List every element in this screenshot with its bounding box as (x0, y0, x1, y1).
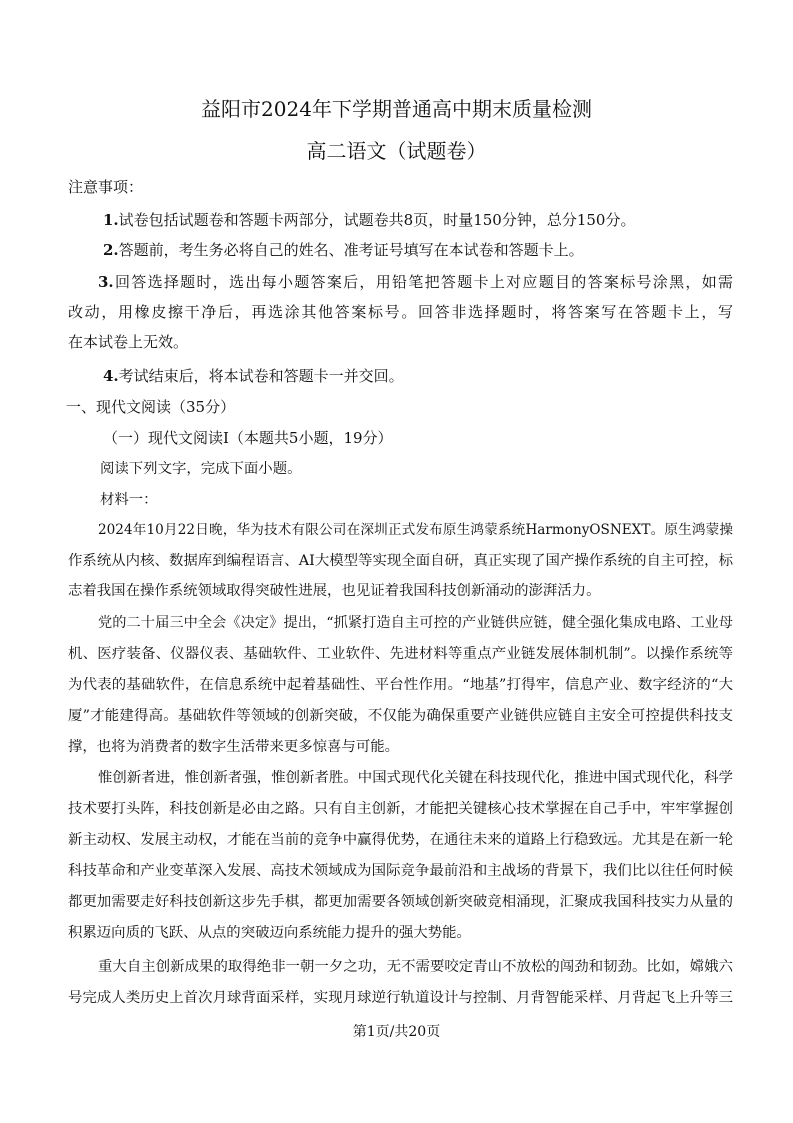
notice-heading: 注意事项： (68, 178, 144, 196)
page-number: 第1页/共20页 (352, 1024, 441, 1040)
paragraph-line: 号完成人类历史上首次月球背面采样，实现月球逆行轨道设计与控制、月背智能采样、月背起飞上升等三 (68, 990, 733, 1006)
notice-item-text: 回答选择题时，选出每小题答案后，用铅笔把答题卡上对应题目的答案标号涂黑，如需 (113, 273, 733, 291)
paragraph-line: 积累迈向质的飞跃、从点的突破迈向系统能力提升的强大势能。 (68, 925, 471, 941)
notice-item-number: 4. (103, 367, 119, 385)
material-label: 材料一： (100, 492, 158, 508)
notice-item-text: 改动，用橡皮擦干净后，再选涂其他答案标号。回答非选择题时，将答案写在答题卡上，写 (68, 303, 733, 321)
notice-item-4 (103, 366, 404, 386)
page-subtitle: 高二语文（试题卷） (306, 139, 487, 163)
paragraph-line: 党的二十届三中全会《决定》提出，“抓紧打造自主可控的产业链供应链，健全强化集成电路、工业母 (98, 615, 733, 631)
notice-item-3 (98, 272, 733, 292)
paragraph-line: 重大自主创新成果的取得绝非一朝一夕之功，无不需要咬定青山不放松的闯劲和韧劲。比如，嫦娥六 (98, 959, 733, 975)
notice-item-text: 试卷包括试题卷和答题卡两部分，试题卷共8页，时量150分钟，总分150分。 (118, 211, 636, 229)
paragraph-line: 作系统从内核、数据库到编程语言、AI大模型等实现全面自研，真正实现了国产操作系统的自主可控，标 (68, 553, 733, 569)
section-heading: 一、现代文阅读（35分） (66, 398, 236, 416)
notice-item-1 (103, 210, 635, 230)
page-title: 益阳市2024年下学期普通高中期末质量检测 (201, 97, 592, 121)
reading-instruction: 阅读下列文字，完成下面小题。 (100, 461, 302, 477)
paragraph-line: 厦”才能建得高。基础软件等领域的创新突破，不仅能为确保重要产业链供应链自主安全可控提供科技支 (68, 708, 733, 724)
notice-item-text: 考试结束后，将本试卷和答题卡一并交回。 (118, 367, 404, 385)
paragraph-line: 惟创新者进，惟创新者强，惟创新者胜。中国式现代化关键在科技现代化，推进中国式现代化，科学 (98, 770, 733, 786)
paragraph-line: 科技革命和产业变革深入发展、高技术领域成为国际竞争最前沿和主战场的背景下，我们比以往任何时候 (68, 863, 733, 879)
paragraph-line: 志着我国在操作系统领域取得突破性进展，也见证着我国科技创新涌动的澎湃活力。 (68, 583, 601, 599)
paragraph-line: 新主动权、发展主动权，才能在当前的竞争中赢得优势，在通往未来的道路上行稳致远。尤其是在新一轮 (68, 832, 733, 848)
paragraph-line: 技术要打头阵，科技创新是必由之路。只有自主创新，才能把关键核心技术掌握在自己手中，牢牢掌握创 (68, 801, 733, 817)
notice-item-number: 2. (103, 241, 119, 259)
notice-item-text: 答题前，考生务必将自己的姓名、准考证号填写在本试卷和答题卡上。 (118, 241, 584, 259)
notice-item-number: 1. (103, 211, 119, 229)
paragraph-line: 机、医疗装备、仪器仪表、基础软件、工业软件、先进材料等重点产业链发展体制机制”。以操作系统等 (68, 646, 733, 662)
paragraph-line: 为代表的基础软件，在信息系统中起着基础性、平台性作用。“地基”打得牢，信息产业、数字经济的“大 (68, 677, 733, 693)
notice-item-number: 3. (98, 273, 114, 291)
paragraph-line: 都更加需要走好科技创新这步先手棋，都更加需要各领域创新突破竞相涌现，汇聚成我国科技实力从量的 (68, 894, 733, 910)
section-subheading: （一）现代文阅读Ⅰ（本题共5小题，19分） (103, 429, 393, 447)
paragraph-line: 撑，也将为消费者的数字生活带来更多惊喜与可能。 (68, 739, 399, 755)
notice-item-2 (103, 240, 584, 260)
paragraph-line: 2024年10月22日晚，华为技术有限公司在深圳正式发布原生鸿蒙系统HarmonyOSNEXT。原生鸿蒙操 (98, 522, 733, 538)
notice-item-text: 在本试卷上无效。 (68, 333, 189, 351)
